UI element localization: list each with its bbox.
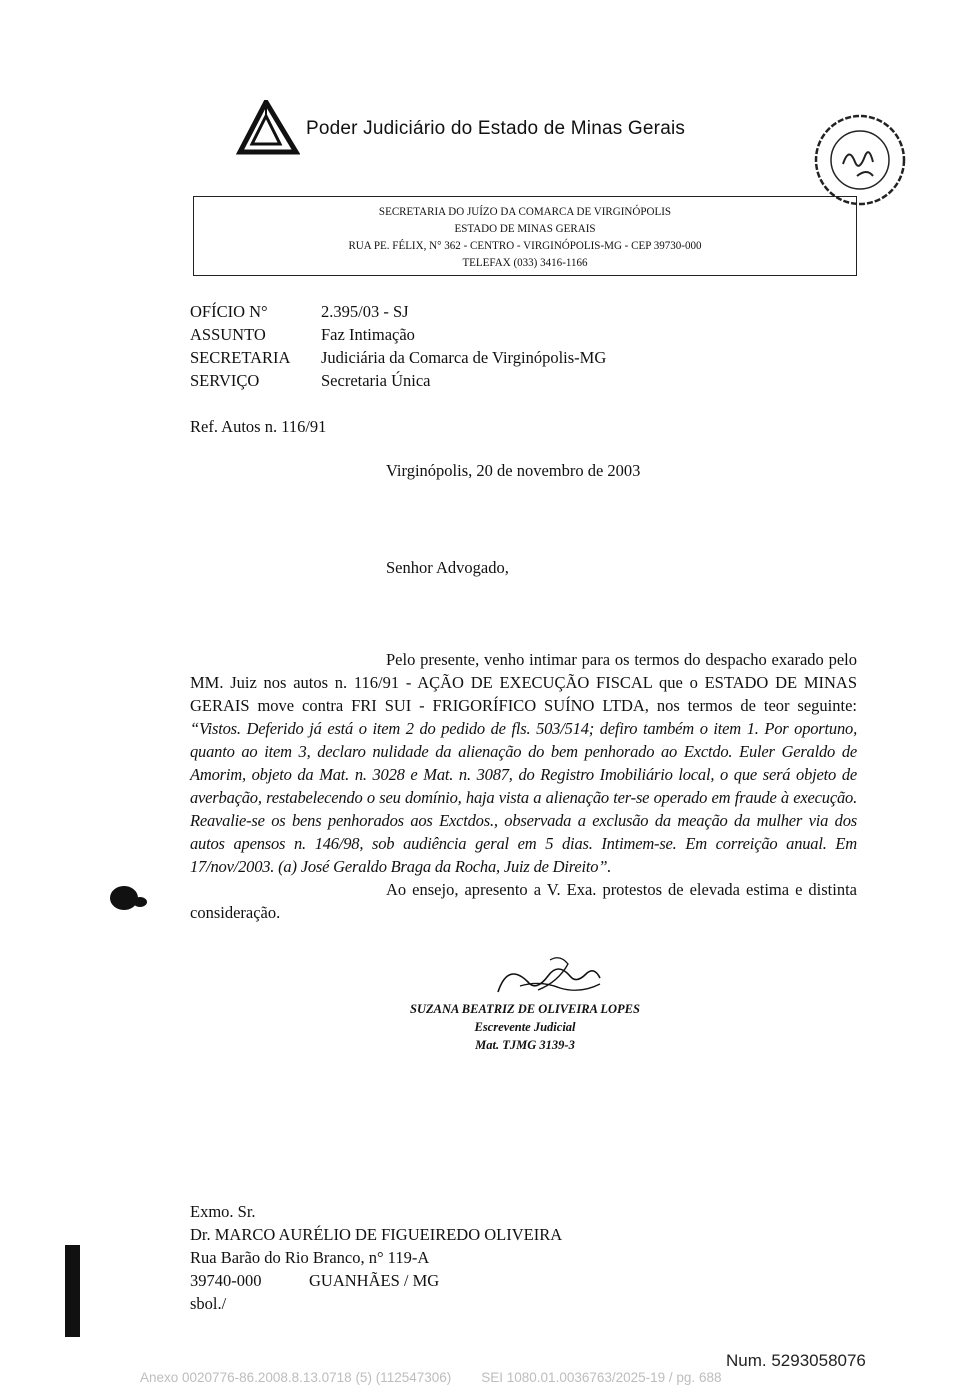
- addressee-block: [190, 1200, 562, 1315]
- document-number: Num. 5293058076: [726, 1351, 866, 1370]
- typist-initials: sbol./: [190, 1294, 227, 1313]
- body-paragraph: [190, 648, 857, 878]
- address-line: SECRETARIA DO JUÍZO DA COMARCA DE VIRGINÓPOLIS: [378, 204, 672, 218]
- closing-paragraph: Ao ensejo, apresento a V. Exa. protestos de elevada estima e distinta consideração.: [190, 880, 857, 922]
- signer-name: SUZANA BEATRIZ DE OLIVEIRA LOPES: [410, 1002, 640, 1016]
- address-line: ESTADO DE MINAS GERAIS: [454, 221, 596, 235]
- meta-key: SECRETARIA: [190, 348, 291, 367]
- addressee-street: Rua Barão do Rio Branco, n° 119-A: [190, 1248, 430, 1267]
- signer-role: Escrevente Judicial: [474, 1020, 576, 1034]
- meta-key: OFÍCIO N°: [190, 302, 268, 321]
- meta-value: Faz Intimação: [321, 325, 415, 344]
- meta-row-secretaria: [190, 346, 606, 369]
- salutation: Senhor Advogado,: [386, 558, 509, 577]
- meta-row-oficio: [190, 300, 606, 323]
- letter-body: [190, 648, 857, 924]
- meta-row-servico: [190, 369, 606, 392]
- addressee-city: GUANHÃES / MG: [309, 1271, 440, 1290]
- meta-value: 2.395/03 - SJ: [321, 302, 409, 321]
- addressee-greeting: Exmo. Sr.: [190, 1202, 256, 1221]
- signature-block: [380, 1000, 670, 1054]
- addressee-cep: 39740-000: [190, 1271, 262, 1290]
- addressee-cep-city: [190, 1269, 562, 1292]
- meta-value: Judiciária da Comarca de Virginópolis-MG: [321, 348, 607, 367]
- meta-row-assunto: [190, 323, 606, 346]
- secretaria-stamp: [807, 112, 913, 208]
- signer-registration: Mat. TJMG 3139-3: [475, 1038, 575, 1052]
- meta-value: Secretaria Única: [321, 371, 431, 390]
- addressee-name: Dr. MARCO AURÉLIO DE FIGUEIREDO OLIVEIRA: [190, 1225, 563, 1244]
- body-intro: Pelo presente, venho intimar para os termos do despacho exarado pelo MM. Juiz nos autos n. 116/91 - AÇÃO DE EXECUÇÃO FISCAL que o ESTADO DE MINAS GERAIS move contra FRI SUI - FRIGORÍFICO SUÍNO LTDA, nos termos de teor seguinte:: [190, 650, 857, 715]
- handwritten-signature: [490, 952, 610, 1004]
- dispatch-quote: “Vistos. Deferido já está o item 2 do pedido de fls. 503/514; defiro também o item 1. Por oportuno, quanto ao item 3, declaro nulidade da alienação do bem penhorado ao Exctdo. Euler Geraldo de Amorim, objeto da Mat. n. 3028 e Mat. n. 3087, do Registro Imobiliário local, o que será objeto de averbação, restabelecendo o seu domínio, haja vista a alienação ter-se operado em fraude à execução. Reavalie-se os bens penhorados aos Exctdos., observada a exclusão da meação da mulher via dos autos apensos n. 146/98, sob audiência geral em 5 dias. Intimem-se. Em correição anual. Em 17/nov/2003. (a) José Geraldo Braga da Rocha, Juiz de Direito”.: [190, 719, 857, 876]
- case-reference: Ref. Autos n. 116/91: [190, 417, 327, 436]
- organization-title: Poder Judiciário do Estado de Minas Gerais: [306, 118, 686, 139]
- place-date: Virginópolis, 20 de novembro de 2003: [386, 461, 641, 480]
- meta-key: SERVIÇO: [190, 371, 260, 390]
- address-line: TELEFAX (033) 3416-1166: [462, 255, 588, 269]
- annex-footer: Anexo 0020776-86.2008.8.13.0718 (5) (112547306) SEI 1080.01.0036763/2025-19 / pg. 688: [140, 1370, 722, 1385]
- address-line: RUA PE. FÉLIX, N° 362 - CENTRO - VIRGINÓPOLIS-MG - CEP 39730-000: [348, 238, 702, 252]
- address-box: [193, 196, 857, 276]
- meta-key: ASSUNTO: [190, 325, 266, 344]
- ink-blot: [106, 884, 148, 912]
- court-logo-icon: [236, 100, 300, 156]
- document-meta: [190, 300, 606, 392]
- scan-mark: [65, 1245, 80, 1337]
